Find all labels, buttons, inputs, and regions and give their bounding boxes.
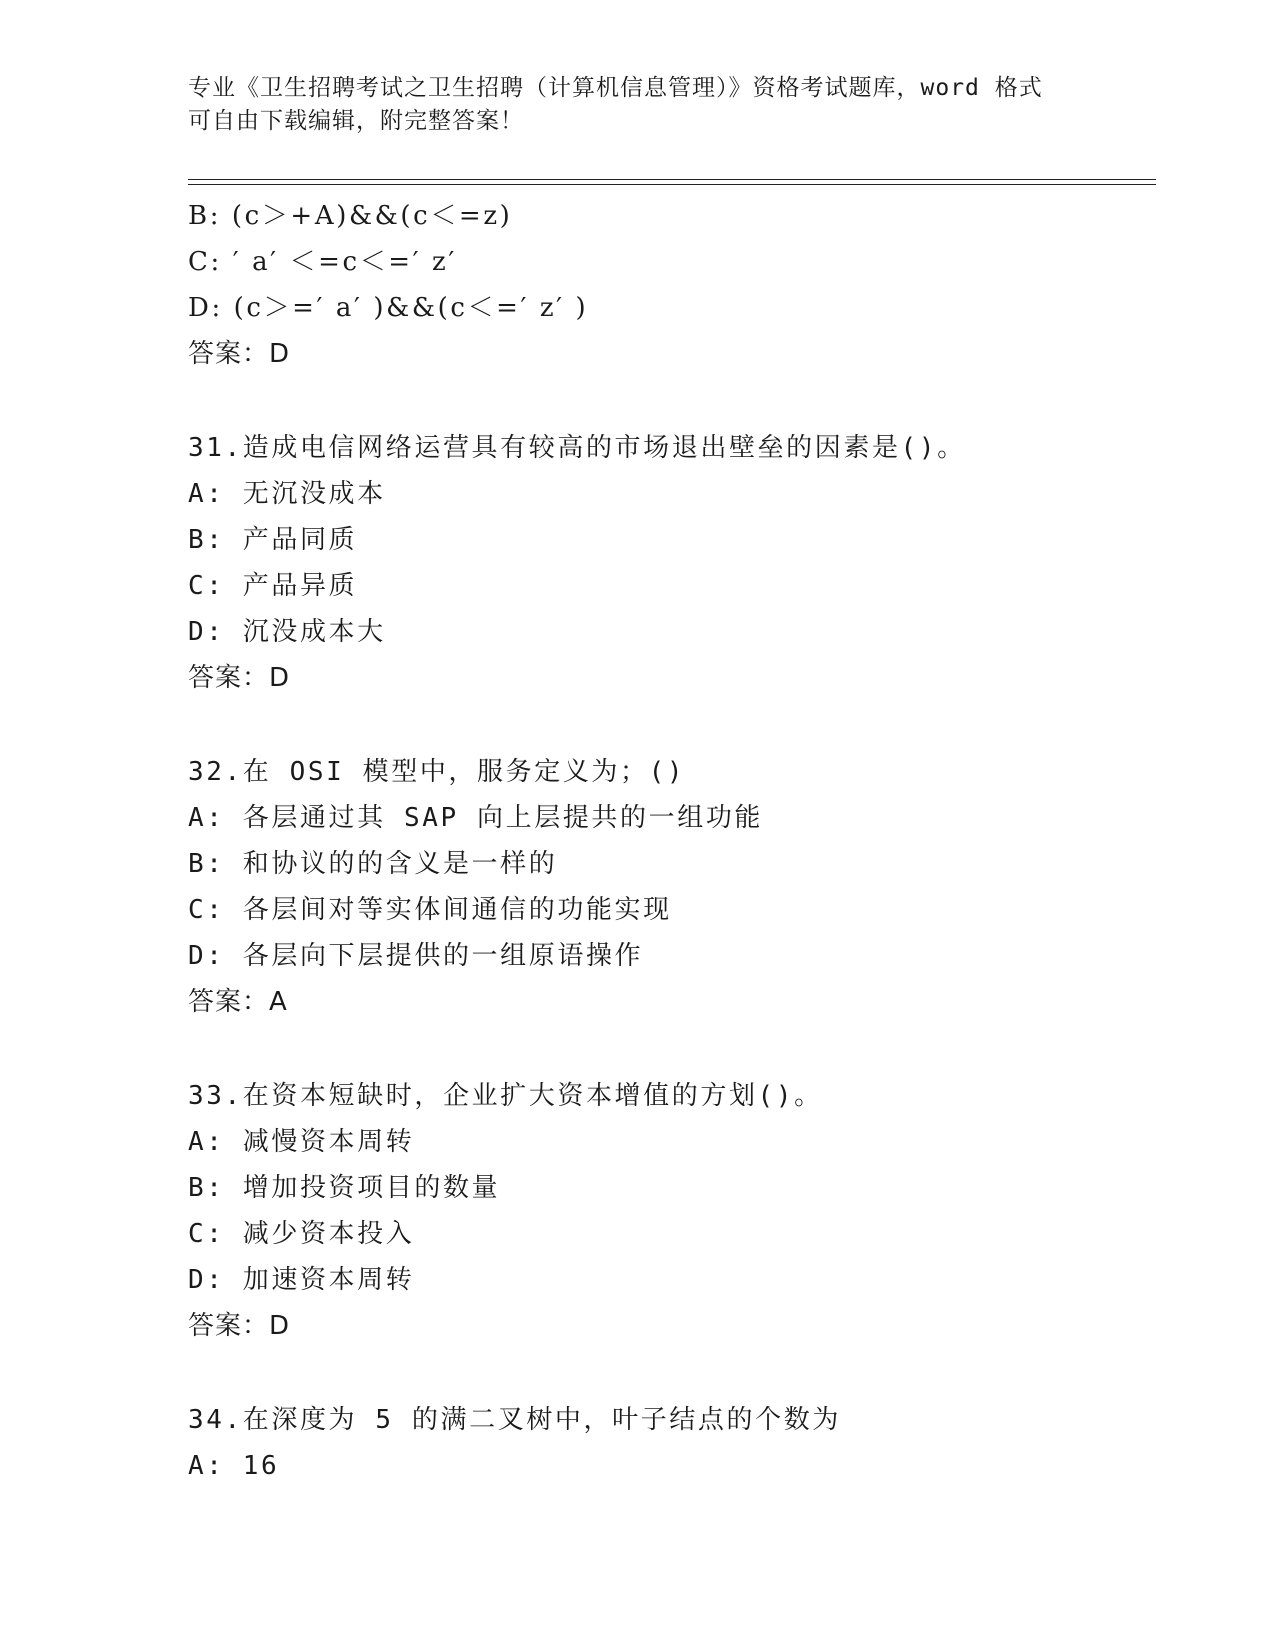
answer: 答案：D bbox=[188, 1311, 291, 1341]
option-b: B: (c＞+A)&&(c＜=z) bbox=[188, 201, 513, 231]
header-divider-bottom bbox=[188, 184, 1156, 185]
option-c: C: ′ a′ ＜=c＜=′ z′ bbox=[188, 247, 457, 277]
header-line-2: 可自由下载编辑，附完整答案！ bbox=[188, 108, 524, 134]
option-d: D: 各层向下层提供的一组原语操作 bbox=[188, 941, 644, 971]
option-a: A: 减慢资本周转 bbox=[188, 1127, 415, 1157]
option-d: D: (c＞=′ a′ )&&(c＜=′ z′ ) bbox=[188, 293, 589, 323]
option-c: C: 各层间对等实体间通信的功能实现 bbox=[188, 895, 672, 925]
question-31 bbox=[188, 425, 1148, 701]
question-text: 34.在深度为 5 的满二叉树中，叶子结点的个数为 bbox=[188, 1405, 841, 1435]
option-b: B: 增加投资项目的数量 bbox=[188, 1173, 501, 1203]
option-a: A: 各层通过其 SAP 向上层提共的一组功能 bbox=[188, 803, 764, 833]
answer: 答案：D bbox=[188, 339, 291, 369]
question-text: 33.在资本短缺时，企业扩大资本增值的方划()。 bbox=[188, 1081, 823, 1111]
option-d: D: 加速资本周转 bbox=[188, 1265, 415, 1295]
question-32 bbox=[188, 749, 1148, 1025]
answer: 答案：D bbox=[188, 663, 291, 693]
question-list bbox=[188, 193, 1148, 1489]
option-d: D: 沉没成本大 bbox=[188, 617, 386, 647]
option-c: C: 产品异质 bbox=[188, 571, 358, 601]
option-a: A: 16 bbox=[188, 1451, 280, 1481]
option-c: C: 减少资本投入 bbox=[188, 1219, 415, 1249]
question-text: 32.在 OSI 模型中，服务定义为；() bbox=[188, 757, 686, 787]
document-header bbox=[188, 72, 1088, 138]
option-a: A: 无沉没成本 bbox=[188, 479, 386, 509]
header-divider-top bbox=[188, 179, 1156, 180]
question-33 bbox=[188, 1073, 1148, 1349]
answer: 答案：A bbox=[188, 987, 288, 1017]
option-b: B: 和协议的的含义是一样的 bbox=[188, 849, 558, 879]
question-34 bbox=[188, 1397, 1148, 1489]
header-line-1: 专业《卫生招聘考试之卫生招聘（计算机信息管理）》资格考试题库，word 格式 bbox=[188, 75, 1043, 101]
option-b: B: 产品同质 bbox=[188, 525, 358, 555]
question-30-continued bbox=[188, 193, 1148, 377]
question-text: 31.造成电信网络运营具有较高的市场退出壁垒的因素是()。 bbox=[188, 433, 966, 463]
